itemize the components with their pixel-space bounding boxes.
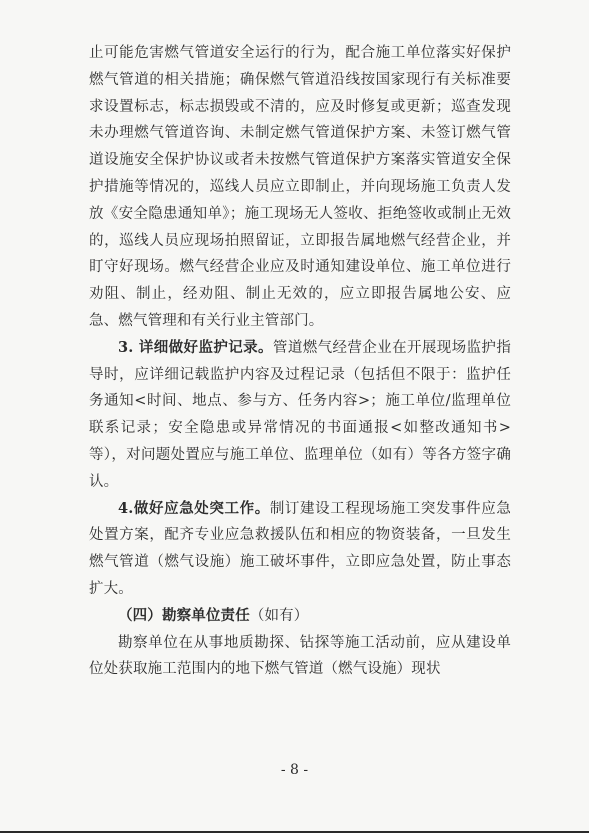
- paragraph-survey-unit: 勘察单位在从事地质勘探、钻探等施工活动前，应从建设单位处获取施工范围内的地下燃气管道（燃气设施）现状: [89, 634, 511, 678]
- section-note: （如有）: [249, 607, 309, 624]
- item-4-body: 制订建设工程现场施工突发事件应急处置方案，配齐专业应急救援队伍和相应的物资装备，一旦发生燃气管道（燃气设施）施工破坏事件，立即应急处置，防止事态扩大。: [89, 500, 511, 597]
- item-4-heading: 4.做好应急处突工作。: [118, 499, 270, 517]
- section-heading: [89, 603, 511, 630]
- body-text: [89, 40, 511, 683]
- paragraph-monitoring-records: [89, 335, 511, 496]
- section-title: （四）勘察单位责任: [118, 606, 250, 624]
- paragraph-continuation: 止可能危害燃气管道安全运行的行为，配合施工单位落实好保护燃气管道的相关措施；确保燃气管道沿线按国家现行有关标准要求设置标志，标志损毁或不清的，应及时修复或更新；巡查发现未办理燃气管道咨询、未制定燃气管道保护方案、未签订燃气管道设施安全保护协议或者未按燃气管道保护方案落实管道安全保护措施等情况的，巡线人员应立即制止，并向现场施工负责人发放《安全隐患通知单》；施工现场无人签收、拒绝签收或制止无效的，巡线人员应现场拍照留证，立即报告属地燃气经营企业，并盯守好现场。燃气经营企业应及时通知建设单位、施工单位进行劝阻、制止，经劝阻、制止无效的，应立即报告属地公安、应急、燃气管理和有关行业主管部门。: [89, 45, 511, 329]
- page-number: - 8 -: [280, 762, 309, 778]
- item-3-body: 管道燃气经营企业在开展现场监护指导时，应详细记载监护内容及过程记录（包括但不限于：监护任务通知<时间、地点、参与方、任务内容>；施工单位/监理单位联系记录；安全隐患或异常情况的书面通报<如整改通知书>等），对问题处置应与施工单位、监理单位（如有）等各方签字确认。: [89, 339, 511, 490]
- paragraph-emergency-response: [89, 496, 511, 603]
- item-3-heading: 3. 详细做好监护记录。: [118, 338, 273, 356]
